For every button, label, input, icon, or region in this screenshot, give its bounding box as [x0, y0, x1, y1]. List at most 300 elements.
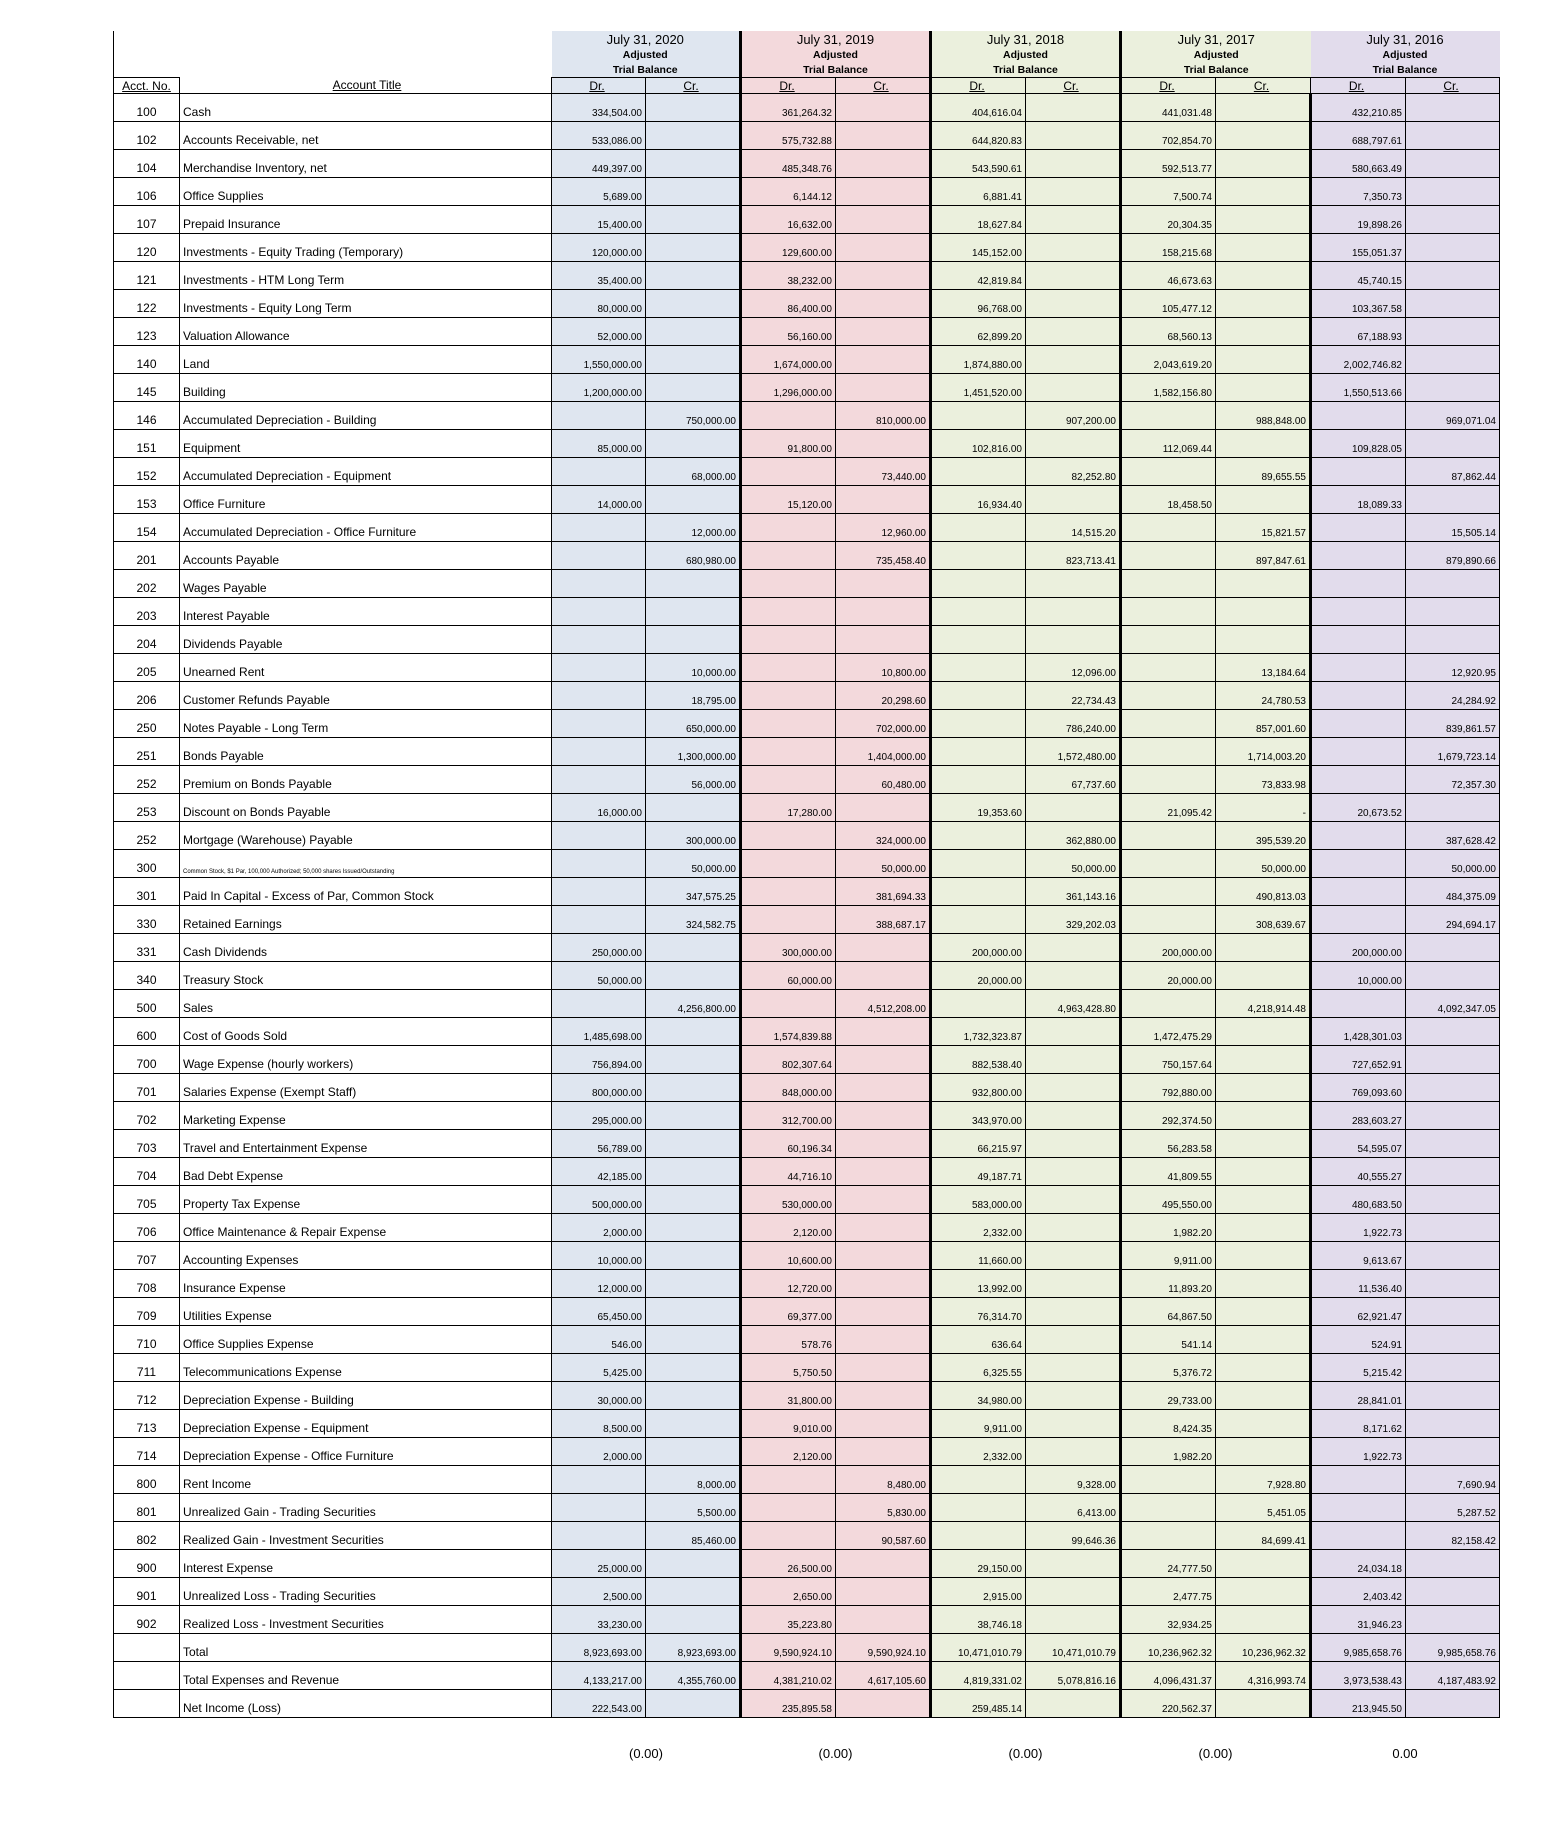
credit-cell — [1026, 1382, 1121, 1410]
account-row — [114, 458, 1500, 486]
credit-cell — [836, 1242, 931, 1270]
debit-cell — [931, 514, 1026, 542]
debit-cell: 485,348.76 — [741, 150, 836, 178]
account-title: Unrealized Loss - Trading Securities — [180, 1578, 552, 1606]
debit-cell: 86,400.00 — [741, 290, 836, 318]
debit-cell: 35,400.00 — [552, 262, 646, 290]
adjusted-label: Adjusted — [1311, 47, 1500, 62]
credit-cell: 24,284.92 — [1406, 682, 1500, 710]
debit-cell: 38,232.00 — [741, 262, 836, 290]
account-row — [114, 1438, 1500, 1466]
debit-cell: 56,789.00 — [552, 1130, 646, 1158]
credit-cell — [1406, 122, 1500, 150]
credit-cell — [1406, 150, 1500, 178]
credit-cell — [1216, 150, 1311, 178]
account-row — [114, 206, 1500, 234]
credit-cell — [1216, 626, 1311, 654]
debit-cell — [931, 738, 1026, 766]
account-row — [114, 1662, 1500, 1690]
account-number: 708 — [114, 1270, 180, 1298]
account-number: 901 — [114, 1578, 180, 1606]
account-title: Insurance Expense — [180, 1270, 552, 1298]
credit-cell: 22,734.43 — [1026, 682, 1121, 710]
credit-cell — [836, 1690, 931, 1718]
credit-cell: 84,699.41 — [1216, 1522, 1311, 1550]
account-number: 102 — [114, 122, 180, 150]
credit-cell: 6,413.00 — [1026, 1494, 1121, 1522]
debit-cell: 35,223.80 — [741, 1606, 836, 1634]
credit-cell: 4,617,105.60 — [836, 1662, 931, 1690]
account-title: Investments - HTM Long Term — [180, 262, 552, 290]
credit-cell — [646, 1018, 741, 1046]
period-header-2019: July 31, 2019 — [741, 31, 931, 47]
account-number: 205 — [114, 654, 180, 682]
debit-cell: 18,089.33 — [1311, 486, 1406, 514]
debit-cell — [1121, 626, 1216, 654]
debit-cell: 2,120.00 — [741, 1438, 836, 1466]
debit-cell: 312,700.00 — [741, 1102, 836, 1130]
debit-cell: 932,800.00 — [931, 1074, 1026, 1102]
account-row — [114, 570, 1500, 598]
credit-cell: 5,078,816.16 — [1026, 1662, 1121, 1690]
credit-cell — [646, 1326, 741, 1354]
check-row — [114, 1746, 1500, 1761]
credit-cell — [1026, 1214, 1121, 1242]
account-title: Interest Expense — [180, 1550, 552, 1578]
credit-cell — [1216, 962, 1311, 990]
credit-cell: 1,714,003.20 — [1216, 738, 1311, 766]
debit-cell: 4,819,331.02 — [931, 1662, 1026, 1690]
debit-cell: 688,797.61 — [1311, 122, 1406, 150]
trial-balance-label: Trial Balance — [1121, 62, 1311, 78]
credit-cell: 73,833.98 — [1216, 766, 1311, 794]
account-row — [114, 318, 1500, 346]
credit-cell — [1406, 1578, 1500, 1606]
credit-cell: 5,830.00 — [836, 1494, 931, 1522]
account-row — [114, 1606, 1500, 1634]
account-title: Rent Income — [180, 1466, 552, 1494]
credit-cell: 50,000.00 — [1406, 850, 1500, 878]
debit-cell — [931, 1466, 1026, 1494]
debit-cell: 361,264.32 — [741, 94, 836, 122]
account-row — [114, 1298, 1500, 1326]
debit-cell — [931, 542, 1026, 570]
credit-cell: 4,187,483.92 — [1406, 1662, 1500, 1690]
debit-cell: 800,000.00 — [552, 1074, 646, 1102]
credit-cell: 14,515.20 — [1026, 514, 1121, 542]
account-title: Realized Loss - Investment Securities — [180, 1606, 552, 1634]
credit-cell — [1216, 178, 1311, 206]
debit-cell: 220,562.37 — [1121, 1690, 1216, 1718]
debit-cell: 15,120.00 — [741, 486, 836, 514]
account-number: 802 — [114, 1522, 180, 1550]
debit-cell — [1311, 654, 1406, 682]
credit-cell — [836, 1326, 931, 1354]
account-row — [114, 990, 1500, 1018]
credit-cell: 388,687.17 — [836, 906, 931, 934]
credit-cell: 82,158.42 — [1406, 1522, 1500, 1550]
account-row — [114, 290, 1500, 318]
debit-cell: 62,921.47 — [1311, 1298, 1406, 1326]
debit-cell — [931, 710, 1026, 738]
credit-cell: 1,572,480.00 — [1026, 738, 1121, 766]
credit-cell — [1026, 1046, 1121, 1074]
debit-cell — [1121, 878, 1216, 906]
debit-cell — [931, 906, 1026, 934]
debit-cell — [1311, 598, 1406, 626]
debit-cell: 18,458.50 — [1121, 486, 1216, 514]
credit-cell — [1026, 94, 1121, 122]
debit-cell: 14,000.00 — [552, 486, 646, 514]
debit-cell — [1311, 570, 1406, 598]
debit-cell: 96,768.00 — [931, 290, 1026, 318]
debit-cell: 480,683.50 — [1311, 1186, 1406, 1214]
account-number: 154 — [114, 514, 180, 542]
account-row — [114, 542, 1500, 570]
debit-cell: 295,000.00 — [552, 1102, 646, 1130]
credit-cell: 82,252.80 — [1026, 458, 1121, 486]
account-title: Accounts Payable — [180, 542, 552, 570]
debit-cell — [1121, 990, 1216, 1018]
account-title: Building — [180, 374, 552, 402]
debit-cell: 24,777.50 — [1121, 1550, 1216, 1578]
account-title: Cost of Goods Sold — [180, 1018, 552, 1046]
account-title: Property Tax Expense — [180, 1186, 552, 1214]
account-number: 301 — [114, 878, 180, 906]
credit-cell: 897,847.61 — [1216, 542, 1311, 570]
debit-cell: 524.91 — [1311, 1326, 1406, 1354]
debit-cell — [1121, 1522, 1216, 1550]
credit-cell — [836, 1550, 931, 1578]
debit-cell — [1121, 514, 1216, 542]
account-number: 201 — [114, 542, 180, 570]
credit-cell — [646, 570, 741, 598]
account-number: 331 — [114, 934, 180, 962]
account-title: Land — [180, 346, 552, 374]
credit-cell: 4,355,760.00 — [646, 1662, 741, 1690]
credit-cell: 12,000.00 — [646, 514, 741, 542]
credit-cell — [646, 1270, 741, 1298]
acct-no-header: Acct. No. — [114, 78, 180, 94]
debit-cell: 29,150.00 — [931, 1550, 1026, 1578]
debit-cell: 49,187.71 — [931, 1158, 1026, 1186]
debit-cell: 6,881.41 — [931, 178, 1026, 206]
credit-cell — [646, 122, 741, 150]
credit-cell — [1216, 94, 1311, 122]
debit-cell: 13,992.00 — [931, 1270, 1026, 1298]
credit-cell — [836, 1214, 931, 1242]
account-number: 140 — [114, 346, 180, 374]
account-title: Dividends Payable — [180, 626, 552, 654]
credit-cell — [836, 290, 931, 318]
debit-cell: 259,485.14 — [931, 1690, 1026, 1718]
credit-cell: 60,480.00 — [836, 766, 931, 794]
credit-cell: 13,184.64 — [1216, 654, 1311, 682]
debit-cell: 32,934.25 — [1121, 1606, 1216, 1634]
account-number: 700 — [114, 1046, 180, 1074]
credit-cell — [1406, 1102, 1500, 1130]
debit-cell — [741, 598, 836, 626]
debit-cell: 1,550,513.66 — [1311, 374, 1406, 402]
account-number: 702 — [114, 1102, 180, 1130]
debit-cell — [1311, 990, 1406, 1018]
credit-cell — [646, 1438, 741, 1466]
debit-cell — [1121, 458, 1216, 486]
account-title: Sales — [180, 990, 552, 1018]
debit-cell: 1,200,000.00 — [552, 374, 646, 402]
credit-cell: 10,800.00 — [836, 654, 931, 682]
debit-cell: 1,485,698.00 — [552, 1018, 646, 1046]
credit-cell — [1216, 1130, 1311, 1158]
credit-cell — [646, 1074, 741, 1102]
debit-cell: 20,673.52 — [1311, 794, 1406, 822]
credit-cell — [836, 1298, 931, 1326]
credit-cell — [1216, 234, 1311, 262]
debit-cell — [1311, 626, 1406, 654]
debit-cell: 76,314.70 — [931, 1298, 1026, 1326]
account-number: 707 — [114, 1242, 180, 1270]
credit-cell — [1216, 1382, 1311, 1410]
debit-cell: 18,627.84 — [931, 206, 1026, 234]
credit-cell — [1216, 374, 1311, 402]
credit-cell — [1406, 1354, 1500, 1382]
account-number: 253 — [114, 794, 180, 822]
credit-cell: 988,848.00 — [1216, 402, 1311, 430]
credit-cell — [1026, 206, 1121, 234]
credit-cell — [646, 1242, 741, 1270]
credit-cell: 12,096.00 — [1026, 654, 1121, 682]
period-header-2017: July 31, 2017 — [1121, 31, 1311, 47]
credit-cell — [1406, 1550, 1500, 1578]
account-number: 705 — [114, 1186, 180, 1214]
debit-cell: 1,732,323.87 — [931, 1018, 1026, 1046]
credit-cell — [836, 1578, 931, 1606]
credit-cell — [1026, 1018, 1121, 1046]
account-number: 704 — [114, 1158, 180, 1186]
credit-cell: 10,236,962.32 — [1216, 1634, 1311, 1662]
debit-cell — [552, 850, 646, 878]
credit-cell — [646, 486, 741, 514]
credit-cell — [1026, 318, 1121, 346]
credit-cell — [836, 430, 931, 458]
account-number: 900 — [114, 1550, 180, 1578]
debit-cell — [931, 598, 1026, 626]
credit-cell: 10,000.00 — [646, 654, 741, 682]
credit-cell — [836, 1606, 931, 1634]
debit-cell: 102,816.00 — [931, 430, 1026, 458]
account-row — [114, 766, 1500, 794]
credit-cell — [646, 150, 741, 178]
credit-cell — [1406, 1326, 1500, 1354]
debit-cell — [741, 738, 836, 766]
account-title: Prepaid Insurance — [180, 206, 552, 234]
debit-cell — [1121, 654, 1216, 682]
debit-cell: 45,740.15 — [1311, 262, 1406, 290]
debit-cell: 68,560.13 — [1121, 318, 1216, 346]
account-row — [114, 1130, 1500, 1158]
account-row — [114, 738, 1500, 766]
credit-cell — [836, 1018, 931, 1046]
debit-cell: 1,472,475.29 — [1121, 1018, 1216, 1046]
debit-cell — [552, 682, 646, 710]
debit-cell — [552, 906, 646, 934]
credit-cell — [1216, 1102, 1311, 1130]
debit-cell: 20,000.00 — [1121, 962, 1216, 990]
credit-cell: 324,582.75 — [646, 906, 741, 934]
debit-cell — [552, 710, 646, 738]
account-title: Unrealized Gain - Trading Securities — [180, 1494, 552, 1522]
credit-cell: 735,458.40 — [836, 542, 931, 570]
debit-cell — [1121, 598, 1216, 626]
adjusted-label: Adjusted — [552, 47, 741, 62]
account-row — [114, 94, 1500, 122]
credit-cell — [1406, 626, 1500, 654]
account-number: 706 — [114, 1214, 180, 1242]
credit-cell — [1406, 1158, 1500, 1186]
credit-cell — [646, 262, 741, 290]
debit-cell: 9,911.00 — [1121, 1242, 1216, 1270]
debit-cell — [741, 990, 836, 1018]
account-title: Office Furniture — [180, 486, 552, 514]
credit-cell — [1216, 318, 1311, 346]
debit-cell: 31,946.23 — [1311, 1606, 1406, 1634]
account-title: Cash — [180, 94, 552, 122]
account-row — [114, 178, 1500, 206]
debit-cell — [552, 1466, 646, 1494]
debit-cell — [741, 1466, 836, 1494]
account-number: 710 — [114, 1326, 180, 1354]
account-number: 600 — [114, 1018, 180, 1046]
credit-cell — [646, 1186, 741, 1214]
account-title: Premium on Bonds Payable — [180, 766, 552, 794]
credit-cell — [1406, 318, 1500, 346]
debit-cell: 5,376.72 — [1121, 1354, 1216, 1382]
debit-cell: 11,893.20 — [1121, 1270, 1216, 1298]
credit-cell: 9,985,658.76 — [1406, 1634, 1500, 1662]
account-title: Merchandise Inventory, net — [180, 150, 552, 178]
credit-cell — [1406, 1298, 1500, 1326]
credit-cell: 4,218,914.48 — [1216, 990, 1311, 1018]
credit-cell — [836, 206, 931, 234]
debit-cell: 41,809.55 — [1121, 1158, 1216, 1186]
account-number: 123 — [114, 318, 180, 346]
credit-cell — [1216, 122, 1311, 150]
credit-cell — [1406, 1242, 1500, 1270]
debit-cell — [1311, 514, 1406, 542]
debit-cell — [741, 906, 836, 934]
debit-cell — [741, 514, 836, 542]
credit-cell — [646, 234, 741, 262]
credit-cell — [1026, 1354, 1121, 1382]
credit-cell: 72,357.30 — [1406, 766, 1500, 794]
debit-cell: 4,381,210.02 — [741, 1662, 836, 1690]
credit-cell — [1406, 1690, 1500, 1718]
debit-cell: 546.00 — [552, 1326, 646, 1354]
account-number: 711 — [114, 1354, 180, 1382]
debit-cell — [1311, 1522, 1406, 1550]
debit-cell — [552, 514, 646, 542]
debit-cell — [741, 710, 836, 738]
account-title: Accumulated Depreciation - Building — [180, 402, 552, 430]
credit-cell — [1406, 1186, 1500, 1214]
account-number: 151 — [114, 430, 180, 458]
debit-cell: 1,296,000.00 — [741, 374, 836, 402]
account-title: Telecommunications Expense — [180, 1354, 552, 1382]
debit-cell: 9,911.00 — [931, 1410, 1026, 1438]
credit-cell: 5,287.52 — [1406, 1494, 1500, 1522]
credit-cell: 24,780.53 — [1216, 682, 1311, 710]
account-number: 712 — [114, 1382, 180, 1410]
credit-cell — [1026, 346, 1121, 374]
debit-cell: 56,283.58 — [1121, 1130, 1216, 1158]
debit-cell: 9,590,924.10 — [741, 1634, 836, 1662]
credit-cell — [836, 1130, 931, 1158]
header-blank — [180, 47, 552, 62]
debit-cell: 1,428,301.03 — [1311, 1018, 1406, 1046]
account-number: 713 — [114, 1410, 180, 1438]
account-number: 252 — [114, 822, 180, 850]
debit-cell — [741, 626, 836, 654]
account-title: Retained Earnings — [180, 906, 552, 934]
credit-cell — [836, 570, 931, 598]
debit-cell: 42,819.84 — [931, 262, 1026, 290]
account-row — [114, 598, 1500, 626]
credit-cell — [1026, 1326, 1121, 1354]
credit-cell: 67,737.60 — [1026, 766, 1121, 794]
trial-balance-table — [113, 31, 1500, 1761]
debit-cell — [552, 990, 646, 1018]
account-title: Valuation Allowance — [180, 318, 552, 346]
credit-cell — [836, 626, 931, 654]
credit-cell: 347,575.25 — [646, 878, 741, 906]
debit-cell: 449,397.00 — [552, 150, 646, 178]
credit-cell — [836, 122, 931, 150]
credit-cell — [836, 794, 931, 822]
credit-cell: 786,240.00 — [1026, 710, 1121, 738]
credit-cell: 8,000.00 — [646, 1466, 741, 1494]
credit-cell — [1216, 1606, 1311, 1634]
debit-cell: 129,600.00 — [741, 234, 836, 262]
dr-header: Dr. — [552, 78, 646, 94]
credit-cell: 50,000.00 — [1216, 850, 1311, 878]
credit-cell — [1406, 1214, 1500, 1242]
debit-cell — [741, 682, 836, 710]
account-row — [114, 486, 1500, 514]
account-title: Cash Dividends — [180, 934, 552, 962]
debit-cell: 541.14 — [1121, 1326, 1216, 1354]
debit-cell: 792,880.00 — [1121, 1074, 1216, 1102]
account-row — [114, 262, 1500, 290]
debit-cell — [552, 626, 646, 654]
debit-cell — [931, 1494, 1026, 1522]
credit-cell — [1406, 262, 1500, 290]
credit-cell: 85,460.00 — [646, 1522, 741, 1550]
credit-cell — [1026, 486, 1121, 514]
credit-cell — [646, 430, 741, 458]
debit-cell — [552, 1522, 646, 1550]
debit-cell — [1311, 766, 1406, 794]
credit-cell — [646, 1578, 741, 1606]
debit-cell: 1,550,000.00 — [552, 346, 646, 374]
account-number: 100 — [114, 94, 180, 122]
cr-header: Cr. — [1216, 78, 1311, 94]
trial-balance-label: Trial Balance — [1311, 62, 1500, 78]
credit-cell: 4,256,800.00 — [646, 990, 741, 1018]
debit-cell: 2,332.00 — [931, 1214, 1026, 1242]
credit-cell: 8,480.00 — [836, 1466, 931, 1494]
debit-cell — [1311, 710, 1406, 738]
debit-cell: 38,746.18 — [931, 1606, 1026, 1634]
